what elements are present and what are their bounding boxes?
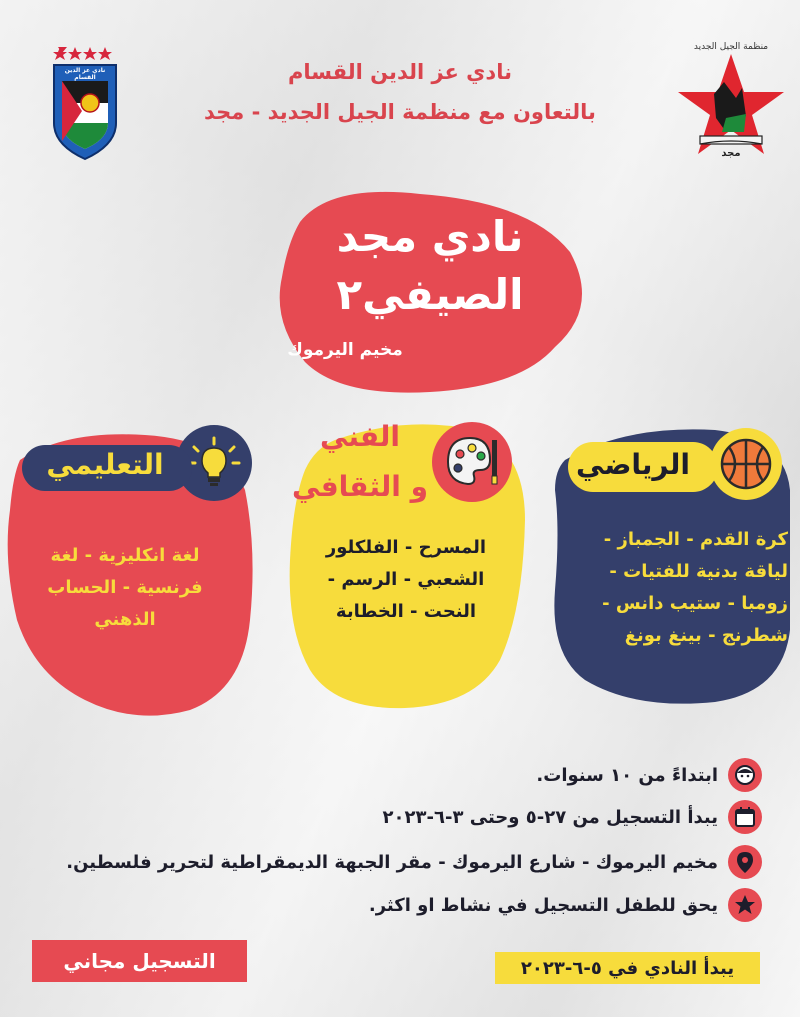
sports-title: الرياضي [576,448,690,481]
info-text-location: مخيم اليرموك - شارع اليرموك - مقر الجبهة الديمقراطية لتحرير فلسطين. [66,851,718,873]
club-shield-logo [50,45,120,163]
header-line-1: نادي عز الدين القسام [288,60,512,84]
sports-line: زومبا - ستيب دانس - [602,593,788,614]
education-line: لغة انكليزية - لغة [50,545,200,566]
education-line: فرنسية - الحساب [47,577,203,598]
calendar-icon [728,800,762,834]
sports-activities [570,524,788,652]
art-line: المسرح - الفلكلور [325,537,487,558]
child-face-icon [728,758,762,792]
info-row-age [536,758,762,792]
info-row-registration [383,800,762,834]
education-title: التعليمي [46,448,164,481]
sports-line: شطرنج - بينغ بونغ [624,625,788,646]
sports-line: لياقة بدنية للفتيات - [609,561,788,582]
organization-logo [676,40,786,165]
free-registration-text: التسجيل مجاني [63,949,216,973]
start-date-text: يبدأ النادي في ٥-٦-٢٠٢٣ [520,957,735,979]
basketball-icon [710,428,782,500]
art-line: النحت - الخطابة [335,601,477,622]
title-location: مخيم اليرموك [287,340,403,360]
art-activities [300,532,512,628]
title-line-2: الصيفي٢ [336,270,524,319]
header-line-2: بالتعاون مع منظمة الجيل الجديد - مجد [204,100,596,124]
title-line-1: نادي مجد [336,212,524,261]
info-text-age: ابتداءً من ١٠ سنوات. [536,764,718,786]
education-activities [20,540,230,636]
free-registration-badge [32,940,247,982]
art-title-line-2: و الثقافي [291,470,429,503]
palette-icon [432,422,512,502]
organization-logo-caption: مجد [721,148,741,159]
start-date-banner [495,952,760,984]
info-text-note: يحق للطفل التسجيل في نشاط او اكثر. [368,894,718,916]
location-pin-icon [728,845,762,879]
star-icon [728,888,762,922]
education-line: الذهني [94,609,156,630]
art-line: الشعبي - الرسم - [327,569,485,590]
info-row-note [369,888,762,922]
sports-line: كرة القدم - الجمباز - [603,529,788,550]
club-logo-text: نادي عز الدين القسام [64,67,106,81]
info-row-location [66,845,762,879]
info-text-registration: يبدأ التسجيل من ٢٧-٥ وحتى ٣-٦-٢٠٢٣ [382,806,718,828]
organization-logo-text: منظمة الجيل الجديد [693,42,769,52]
art-title-line-1: الفني [319,420,401,453]
